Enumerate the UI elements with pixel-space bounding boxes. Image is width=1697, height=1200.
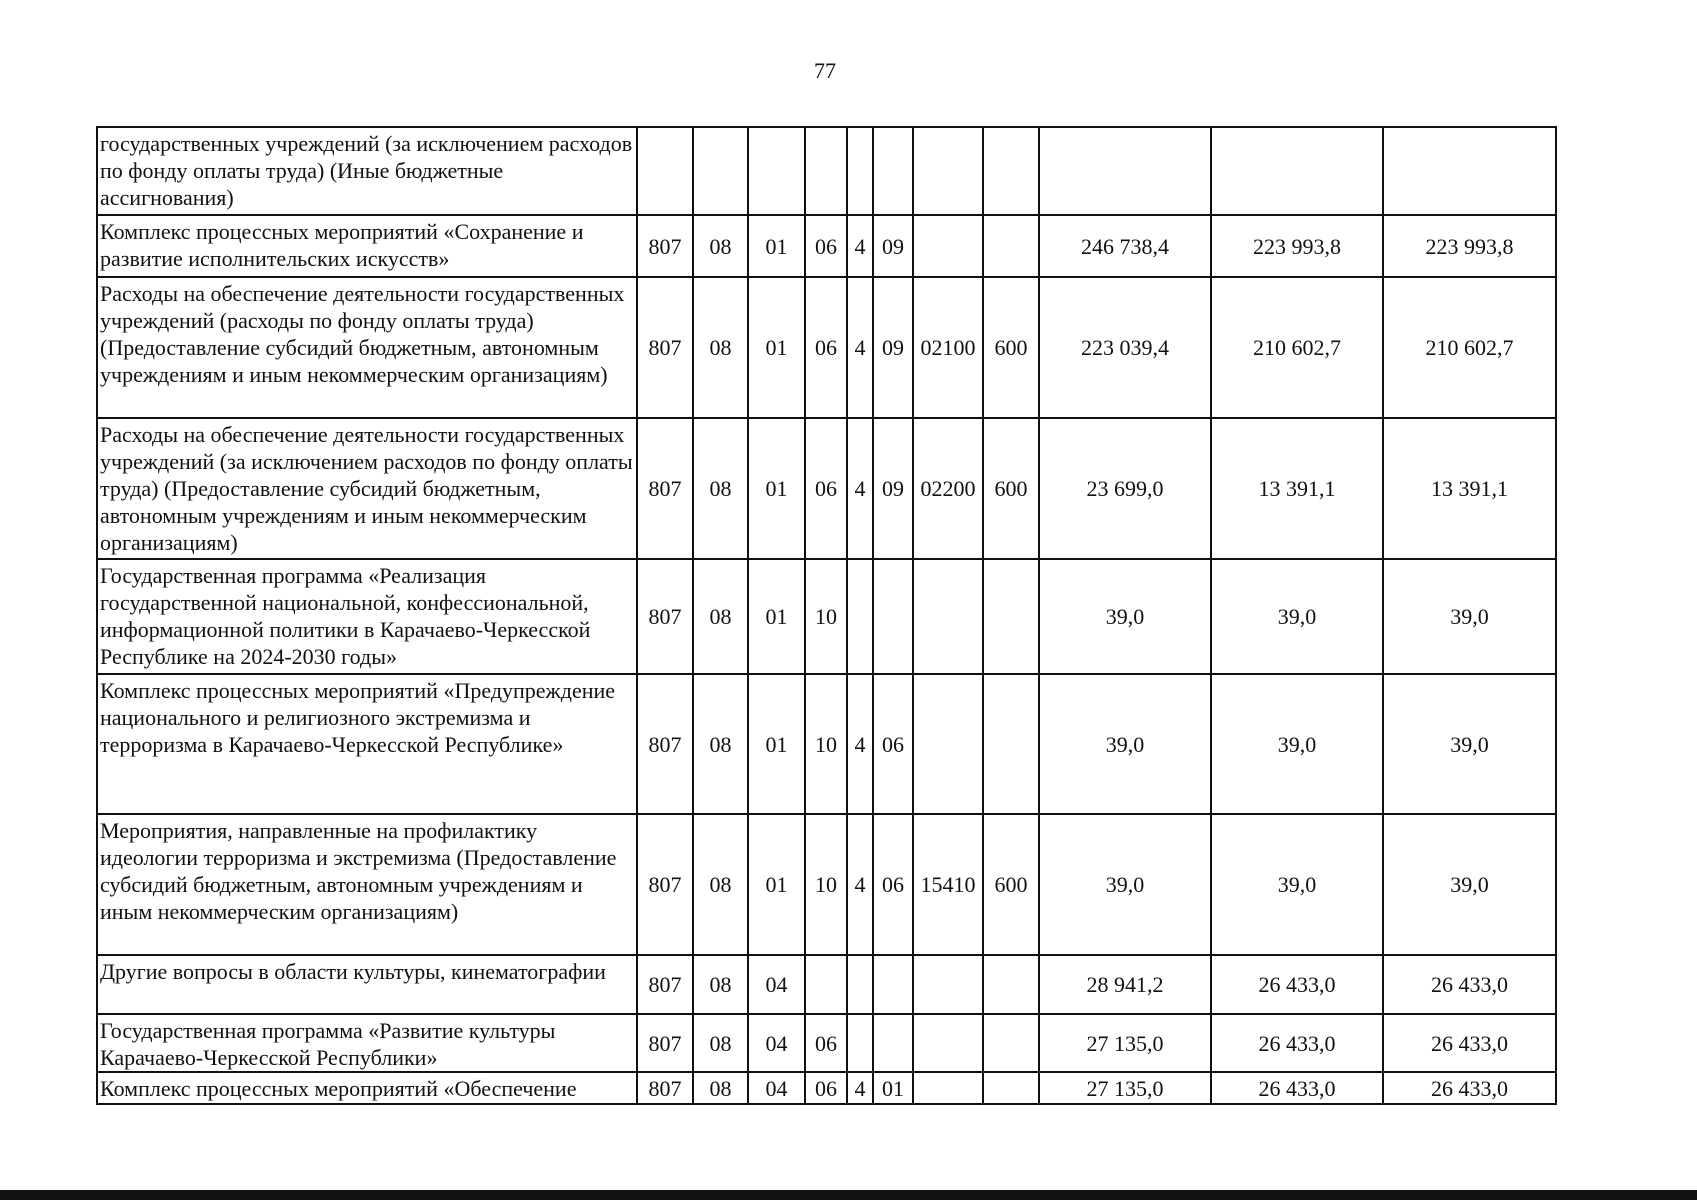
table-row [97, 418, 1556, 559]
row-name-cell: Другие вопросы в области культуры, кинематографии [97, 955, 637, 1014]
amount-2025-cell: 39,0 [1039, 559, 1211, 674]
row-name-cell: Мероприятия, направленные на профилактику идеологии терроризма и экстремизма (Предоставление субсидий бюджетным, автономным учреждениям и иным некоммерческим организациям) [97, 814, 637, 955]
direction-cell [913, 674, 983, 814]
amount-2027-cell: 210 602,7 [1383, 277, 1556, 418]
complex-cell [873, 559, 913, 674]
amount-2026-cell: 210 602,7 [1211, 277, 1383, 418]
program-cell: 10 [805, 674, 847, 814]
amount-2027-cell: 26 433,0 [1383, 955, 1556, 1014]
program-cell [805, 955, 847, 1014]
expense-type-cell: 600 [983, 814, 1039, 955]
subsection-cell: 01 [748, 418, 805, 559]
section-cell: 08 [693, 215, 748, 277]
ved-cell: 807 [637, 1072, 693, 1104]
complex-cell: 09 [873, 277, 913, 418]
table-row [97, 674, 1556, 814]
complex-cell [873, 127, 913, 215]
program-cell: 06 [805, 277, 847, 418]
subprogram-cell: 4 [847, 814, 873, 955]
amount-2027-cell: 39,0 [1383, 674, 1556, 814]
complex-cell: 06 [873, 814, 913, 955]
subsection-cell: 04 [748, 955, 805, 1014]
ved-cell: 807 [637, 955, 693, 1014]
amount-2025-cell: 39,0 [1039, 674, 1211, 814]
direction-cell: 02100 [913, 277, 983, 418]
section-cell [693, 127, 748, 215]
amount-2026-cell: 26 433,0 [1211, 1072, 1383, 1104]
subsection-cell: 01 [748, 277, 805, 418]
amount-2025-cell: 246 738,4 [1039, 215, 1211, 277]
table-row [97, 559, 1556, 674]
subsection-cell: 01 [748, 215, 805, 277]
amount-2025-cell: 27 135,0 [1039, 1014, 1211, 1072]
subsection-cell [748, 127, 805, 215]
subprogram-cell [847, 127, 873, 215]
row-name-cell: Комплекс процессных мероприятий «Обеспечение [97, 1072, 637, 1104]
amount-2026-cell: 39,0 [1211, 814, 1383, 955]
amount-2027-cell: 223 993,8 [1383, 215, 1556, 277]
table-row [97, 215, 1556, 277]
subprogram-cell [847, 1014, 873, 1072]
complex-cell: 06 [873, 674, 913, 814]
section-cell: 08 [693, 1072, 748, 1104]
subprogram-cell: 4 [847, 418, 873, 559]
ved-cell: 807 [637, 277, 693, 418]
subsection-cell: 04 [748, 1014, 805, 1072]
row-name-cell: Расходы на обеспечение деятельности государственных учреждений (расходы по фонду оплаты труда) (Предоставление субсидий бюджетным, автономным учреждениям и иным некоммерческим организациям) [97, 277, 637, 418]
complex-cell [873, 1014, 913, 1072]
amount-2025-cell: 223 039,4 [1039, 277, 1211, 418]
subsection-cell: 04 [748, 1072, 805, 1104]
table-row [97, 127, 1556, 215]
complex-cell: 09 [873, 418, 913, 559]
ved-cell: 807 [637, 215, 693, 277]
direction-cell [913, 1072, 983, 1104]
ved-cell: 807 [637, 418, 693, 559]
expense-type-cell [983, 674, 1039, 814]
amount-2026-cell: 26 433,0 [1211, 1014, 1383, 1072]
complex-cell: 09 [873, 215, 913, 277]
ved-cell: 807 [637, 1014, 693, 1072]
ved-cell [637, 127, 693, 215]
direction-cell: 02200 [913, 418, 983, 559]
amount-2027-cell [1383, 127, 1556, 215]
complex-cell [873, 955, 913, 1014]
section-cell: 08 [693, 277, 748, 418]
expense-type-cell [983, 1072, 1039, 1104]
ved-cell: 807 [637, 674, 693, 814]
section-cell: 08 [693, 1014, 748, 1072]
table-row [97, 814, 1556, 955]
direction-cell [913, 1014, 983, 1072]
expense-type-cell [983, 559, 1039, 674]
ved-cell: 807 [637, 559, 693, 674]
ved-cell: 807 [637, 814, 693, 955]
amount-2026-cell: 223 993,8 [1211, 215, 1383, 277]
amount-2027-cell: 39,0 [1383, 814, 1556, 955]
amount-2025-cell: 39,0 [1039, 814, 1211, 955]
subprogram-cell: 4 [847, 1072, 873, 1104]
amount-2027-cell: 26 433,0 [1383, 1072, 1556, 1104]
amount-2027-cell: 39,0 [1383, 559, 1556, 674]
subprogram-cell: 4 [847, 277, 873, 418]
subsection-cell: 01 [748, 559, 805, 674]
expense-type-cell [983, 955, 1039, 1014]
program-cell: 06 [805, 418, 847, 559]
program-cell: 10 [805, 814, 847, 955]
budget-table [96, 126, 1557, 1105]
amount-2025-cell: 28 941,2 [1039, 955, 1211, 1014]
amount-2026-cell: 13 391,1 [1211, 418, 1383, 559]
amount-2025-cell: 23 699,0 [1039, 418, 1211, 559]
subprogram-cell [847, 559, 873, 674]
direction-cell [913, 127, 983, 215]
row-name-cell: Комплекс процессных мероприятий «Предупреждение национального и религиозного экстремизма и терроризма в Карачаево-Черкесской Республике» [97, 674, 637, 814]
section-cell: 08 [693, 559, 748, 674]
amount-2025-cell [1039, 127, 1211, 215]
subprogram-cell: 4 [847, 215, 873, 277]
row-name-cell: Расходы на обеспечение деятельности государственных учреждений (за исключением расходов по фонду оплаты труда) (Предоставление субсидий бюджетным, автономным учреждениям и иным некоммерческим организациям) [97, 418, 637, 559]
program-cell: 06 [805, 1072, 847, 1104]
direction-cell [913, 955, 983, 1014]
page-number: 77 [814, 58, 836, 83]
expense-type-cell [983, 127, 1039, 215]
table-row [97, 1072, 1556, 1104]
program-cell: 06 [805, 215, 847, 277]
table-row [97, 277, 1556, 418]
program-cell: 06 [805, 1014, 847, 1072]
expense-type-cell [983, 1014, 1039, 1072]
table-row [97, 955, 1556, 1014]
amount-2027-cell: 13 391,1 [1383, 418, 1556, 559]
section-cell: 08 [693, 955, 748, 1014]
expense-type-cell [983, 215, 1039, 277]
amount-2026-cell: 39,0 [1211, 559, 1383, 674]
direction-cell [913, 215, 983, 277]
table-row [97, 1014, 1556, 1072]
expense-type-cell: 600 [983, 418, 1039, 559]
section-cell: 08 [693, 814, 748, 955]
row-name-cell: Комплекс процессных мероприятий «Сохранение и развитие исполнительских искусств» [97, 215, 637, 277]
section-cell: 08 [693, 674, 748, 814]
amount-2026-cell: 26 433,0 [1211, 955, 1383, 1014]
scan-edge-band [0, 1190, 1697, 1200]
subprogram-cell: 4 [847, 674, 873, 814]
subsection-cell: 01 [748, 814, 805, 955]
direction-cell [913, 559, 983, 674]
program-cell [805, 127, 847, 215]
amount-2025-cell: 27 135,0 [1039, 1072, 1211, 1104]
amount-2027-cell: 26 433,0 [1383, 1014, 1556, 1072]
row-name-cell: Государственная программа «Реализация государственной национальной, конфессиональной, информационной политики в Карачаево-Черкесской Республике на 2024-2030 годы» [97, 559, 637, 674]
expense-type-cell: 600 [983, 277, 1039, 418]
amount-2026-cell [1211, 127, 1383, 215]
complex-cell: 01 [873, 1072, 913, 1104]
row-name-cell: государственных учреждений (за исключением расходов по фонду оплаты труда) (Иные бюджетные ассигнования) [97, 127, 637, 215]
amount-2026-cell: 39,0 [1211, 674, 1383, 814]
subprogram-cell [847, 955, 873, 1014]
section-cell: 08 [693, 418, 748, 559]
program-cell: 10 [805, 559, 847, 674]
subsection-cell: 01 [748, 674, 805, 814]
direction-cell: 15410 [913, 814, 983, 955]
row-name-cell: Государственная программа «Развитие культуры Карачаево-Черкесской Республики» [97, 1014, 637, 1072]
